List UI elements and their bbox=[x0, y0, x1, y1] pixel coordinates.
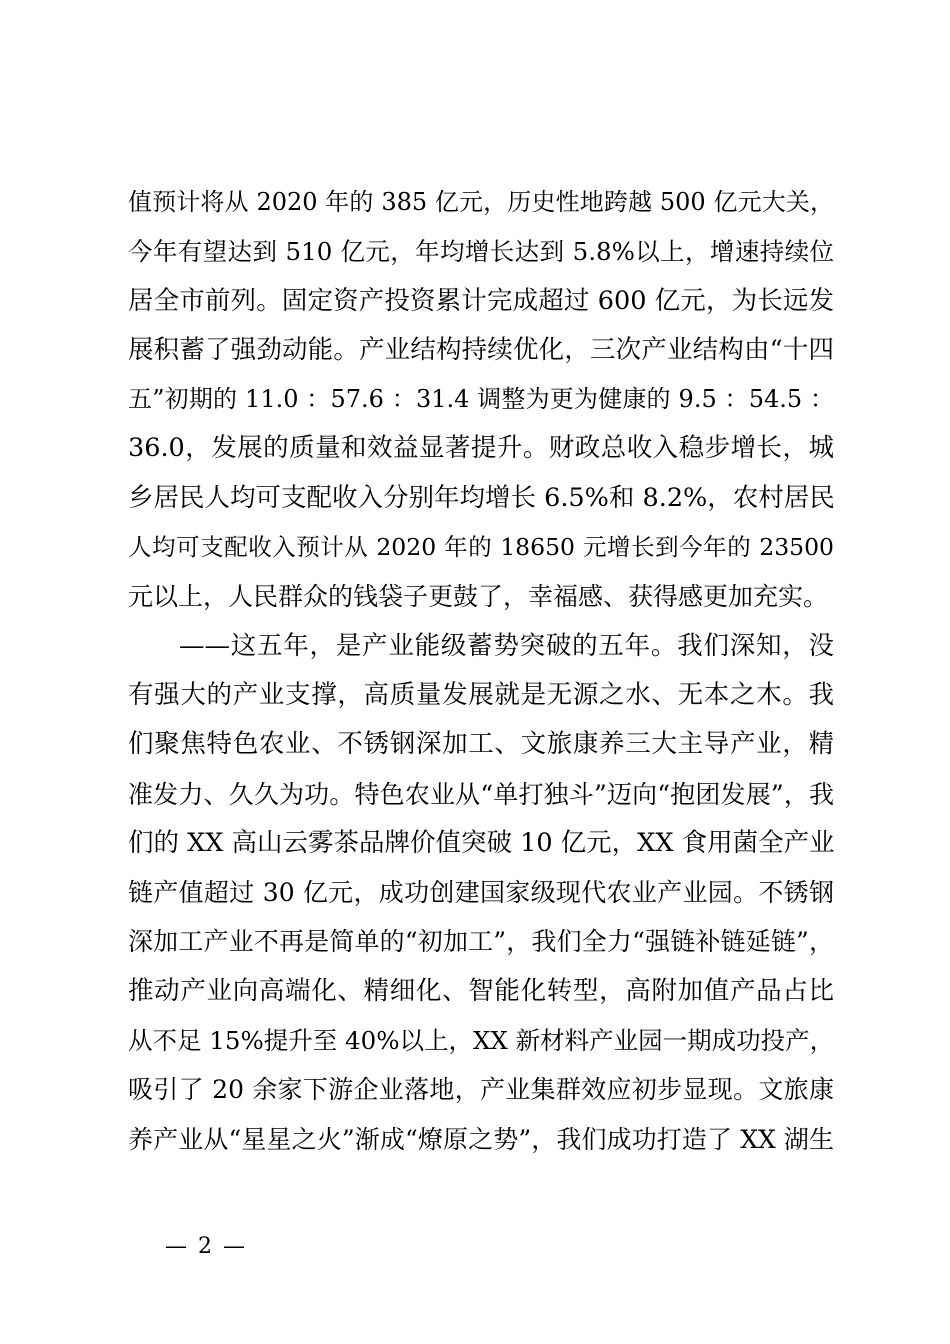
text-line-15: 链产值超过 30 亿元，成功创建国家级现代农业产业园。不锈钢 bbox=[128, 878, 834, 908]
text-line-10: ——这五年，是产业能级蓄势突破的五年。我们深知，没 bbox=[179, 630, 834, 661]
page-number: — 2 — bbox=[165, 1234, 247, 1259]
text-line-9: 元以上，人民群众的钱袋子更鼓了，幸福感、获得感更加充实。 bbox=[128, 582, 829, 612]
text-line-14: 们的 XX 高山云雾茶品牌价值突破 10 亿元，XX 食用菌全产业 bbox=[128, 827, 835, 858]
text-line-13: 准发力、久久为功。特色农业从“单打独斗”迈向“抱团发展”，我 bbox=[128, 779, 834, 809]
text-line-2: 今年有望达到 510 亿元，年均增长达到 5.8%以上，增速持续位 bbox=[128, 237, 834, 267]
text-line-20: 养产业从“星星之火”渐成“燎原之势”，我们成功打造了 XX 湖生 bbox=[128, 1124, 834, 1154]
text-line-16: 深加工产业不再是简单的“初加工”，我们全力“强链补链延链”， bbox=[128, 927, 834, 957]
text-line-1: 值预计将从 2020 年的 385 亿元，历史性地跨越 500 亿元大关， bbox=[128, 188, 834, 216]
text-line-11: 有强大的产业支撑，高质量发展就是无源之水、无本之木。我 bbox=[128, 679, 834, 710]
text-line-12: 们聚焦特色农业、不锈钢深加工、文旅康养三大主导产业，精 bbox=[128, 729, 834, 760]
text-line-19: 吸引了 20 余家下游企业落地，产业集群效应初步显现。文旅康 bbox=[128, 1075, 834, 1105]
text-line-18: 从不足 15%提升至 40%以上，XX 新材料产业园一期成功投产， bbox=[128, 1026, 835, 1056]
text-line-5: 五”初期的 11.0 ：57.6 ：31.4 调整为更为健康的 9.5 ：54.5 ： bbox=[128, 385, 834, 414]
text-line-17: 推动产业向高端化、精细化、智能化转型，高附加值产品占比 bbox=[128, 975, 834, 1006]
body-text bbox=[128, 178, 834, 1164]
text-line-6: 36.0，发展的质量和效益显著提升。财政总收入稳步增长，城 bbox=[128, 433, 834, 464]
text-line-8: 人均可支配收入预计从 2020 年的 18650 元增长到今年的 23500 bbox=[128, 533, 834, 562]
text-line-4: 展积蓄了强劲动能。产业结构持续优化，三次产业结构由“十四 bbox=[128, 334, 834, 365]
text-line-3: 居全市前列。固定资产投资累计完成超过 600 亿元，为长远发 bbox=[128, 285, 834, 316]
text-line-7: 乡居民人均可支配收入分别年均增长 6.5%和 8.2%，农村居民 bbox=[128, 482, 835, 513]
